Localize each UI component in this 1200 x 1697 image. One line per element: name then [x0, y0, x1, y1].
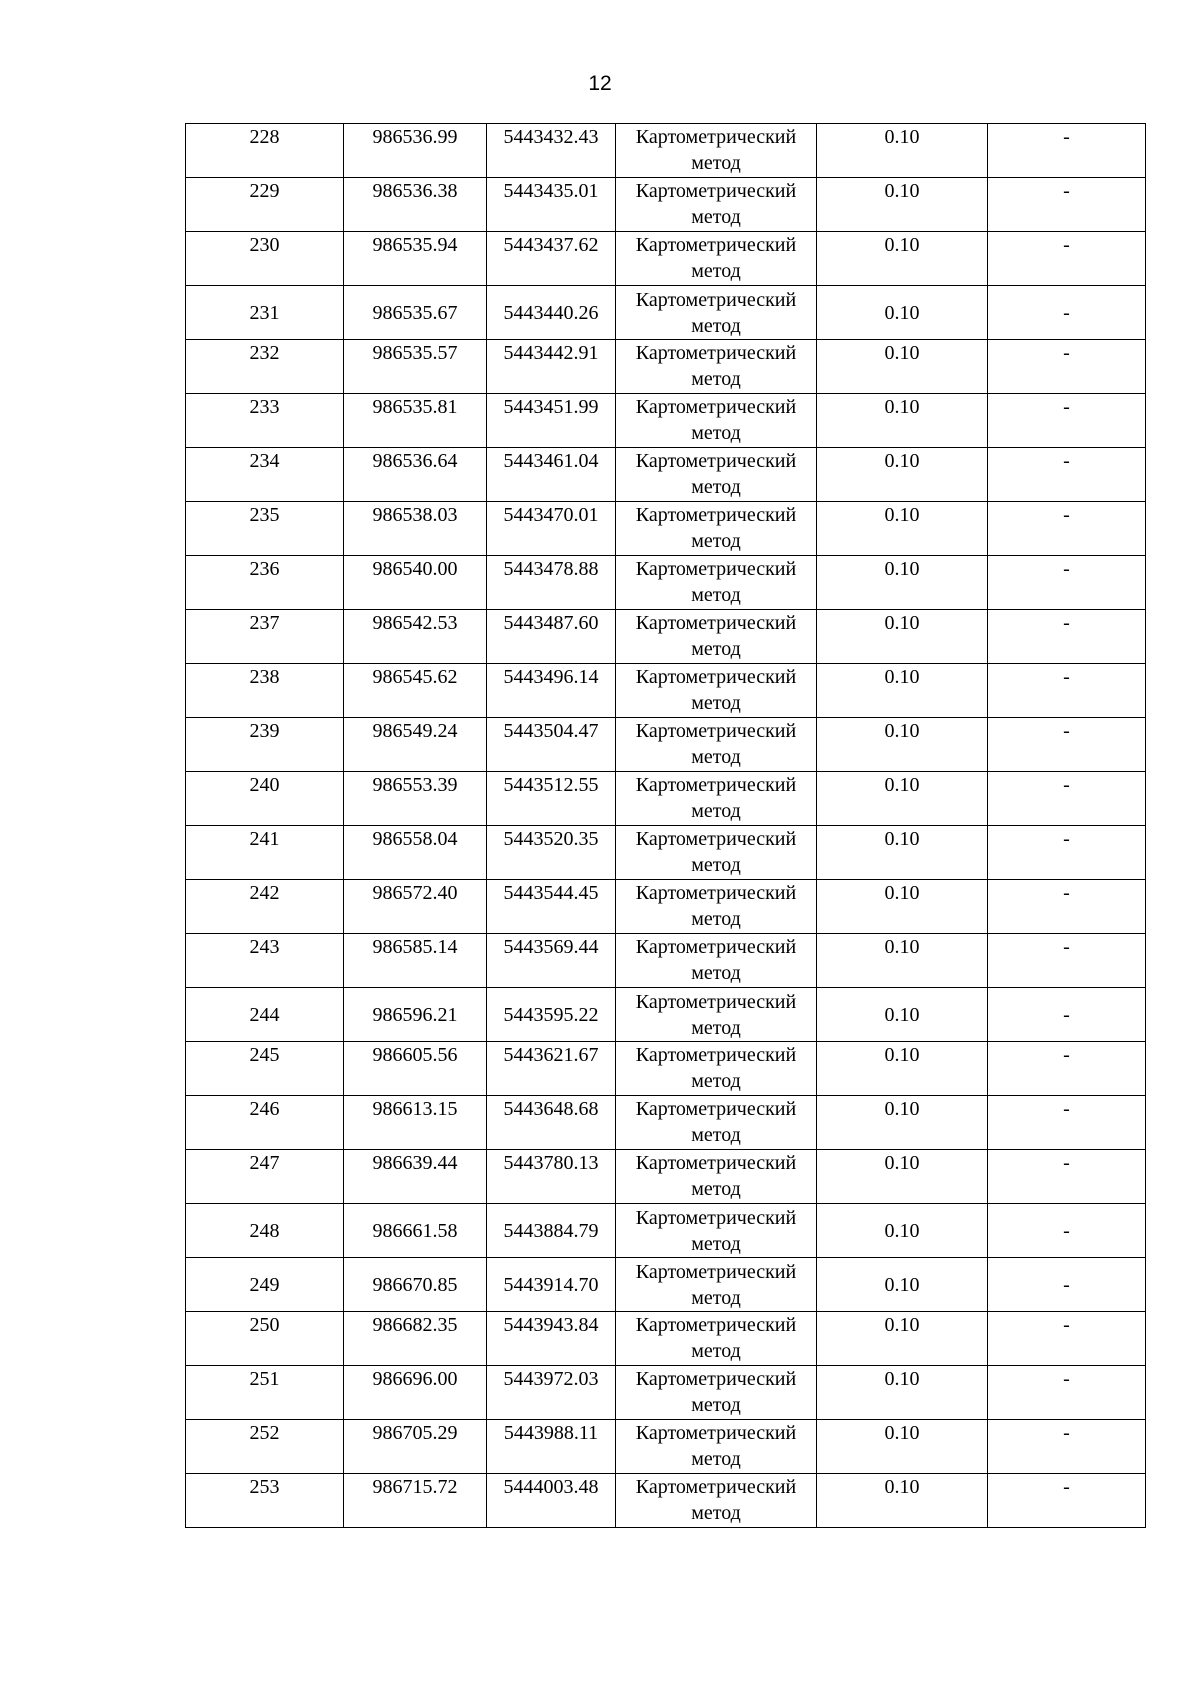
method-line-1: Картометрический — [635, 558, 797, 580]
accuracy-cell: 0.10 — [817, 664, 988, 718]
x-coordinate-cell: 986535.81 — [344, 394, 487, 448]
method-line-2: метод — [691, 854, 741, 876]
table-row — [186, 286, 1146, 340]
method-line-2: метод — [691, 422, 741, 444]
method-line-1: Картометрический — [635, 936, 797, 958]
y-coordinate-cell: 5443487.60 — [487, 610, 616, 664]
x-coordinate-cell: 986661.58 — [344, 1204, 487, 1258]
method-line-1: Картометрический — [635, 396, 797, 418]
method-line-2: метод — [691, 530, 741, 552]
accuracy-cell: 0.10 — [817, 1204, 988, 1258]
method-line-2: метод — [691, 692, 741, 714]
accuracy-cell: 0.10 — [817, 1150, 988, 1204]
point-number-cell: 230 — [186, 232, 344, 286]
table-row — [186, 178, 1146, 232]
point-number-cell: 236 — [186, 556, 344, 610]
extra-cell: - — [988, 610, 1146, 664]
point-number-cell: 229 — [186, 178, 344, 232]
y-coordinate-cell: 5443478.88 — [487, 556, 616, 610]
y-coordinate-cell: 5443520.35 — [487, 826, 616, 880]
method-cell — [616, 826, 817, 880]
point-number-cell: 251 — [186, 1366, 344, 1420]
method-line-1: Картометрический — [635, 1260, 797, 1283]
method-cell — [616, 1150, 817, 1204]
accuracy-cell: 0.10 — [817, 232, 988, 286]
method-cell — [616, 934, 817, 988]
method-cell — [616, 448, 817, 502]
table-row — [186, 880, 1146, 934]
y-coordinate-cell: 5443884.79 — [487, 1204, 616, 1258]
table-row — [186, 772, 1146, 826]
x-coordinate-cell: 986535.67 — [344, 286, 487, 340]
coordinates-table — [185, 123, 1146, 1528]
coordinates-table-body — [186, 124, 1146, 1528]
method-line-1: Картометрический — [635, 234, 797, 256]
method-cell — [616, 556, 817, 610]
table-row — [186, 1150, 1146, 1204]
method-line-2: метод — [691, 1448, 741, 1470]
y-coordinate-cell: 5443432.43 — [487, 124, 616, 178]
x-coordinate-cell: 986705.29 — [344, 1420, 487, 1474]
method-cell — [616, 772, 817, 826]
extra-cell: - — [988, 934, 1146, 988]
method-line-1: Картометрический — [635, 450, 797, 472]
method-line-2: метод — [691, 476, 741, 498]
x-coordinate-cell: 986536.64 — [344, 448, 487, 502]
table-row — [186, 610, 1146, 664]
x-coordinate-cell: 986613.15 — [344, 1096, 487, 1150]
accuracy-cell: 0.10 — [817, 988, 988, 1042]
table-row — [186, 1474, 1146, 1528]
method-cell — [616, 340, 817, 394]
extra-cell: - — [988, 556, 1146, 610]
method-line-2: метод — [691, 1286, 741, 1309]
table-row — [186, 1420, 1146, 1474]
point-number-cell: 250 — [186, 1312, 344, 1366]
extra-cell: - — [988, 124, 1146, 178]
table-row — [186, 124, 1146, 178]
method-line-2: метод — [691, 800, 741, 822]
table-row — [186, 934, 1146, 988]
method-cell — [616, 178, 817, 232]
extra-cell: - — [988, 826, 1146, 880]
method-cell — [616, 880, 817, 934]
method-cell — [616, 610, 817, 664]
accuracy-cell: 0.10 — [817, 1312, 988, 1366]
point-number-cell: 244 — [186, 988, 344, 1042]
method-line-2: метод — [691, 908, 741, 930]
table-row — [186, 556, 1146, 610]
table-row — [186, 718, 1146, 772]
x-coordinate-cell: 986542.53 — [344, 610, 487, 664]
method-line-1: Картометрический — [635, 288, 797, 311]
method-line-2: метод — [691, 962, 741, 984]
point-number-cell: 240 — [186, 772, 344, 826]
accuracy-cell: 0.10 — [817, 448, 988, 502]
point-number-cell: 239 — [186, 718, 344, 772]
accuracy-cell: 0.10 — [817, 394, 988, 448]
x-coordinate-cell: 986585.14 — [344, 934, 487, 988]
extra-cell: - — [988, 340, 1146, 394]
accuracy-cell: 0.10 — [817, 880, 988, 934]
extra-cell: - — [988, 772, 1146, 826]
extra-cell: - — [988, 1474, 1146, 1528]
method-cell — [616, 502, 817, 556]
y-coordinate-cell: 5443437.62 — [487, 232, 616, 286]
method-line-1: Картометрический — [635, 774, 797, 796]
method-line-2: метод — [691, 1124, 741, 1146]
extra-cell: - — [988, 448, 1146, 502]
x-coordinate-cell: 986545.62 — [344, 664, 487, 718]
y-coordinate-cell: 5443988.11 — [487, 1420, 616, 1474]
y-coordinate-cell: 5443440.26 — [487, 286, 616, 340]
point-number-cell: 228 — [186, 124, 344, 178]
method-line-1: Картометрический — [635, 126, 797, 148]
accuracy-cell: 0.10 — [817, 556, 988, 610]
method-line-2: метод — [691, 746, 741, 768]
point-number-cell: 252 — [186, 1420, 344, 1474]
method-cell — [616, 988, 817, 1042]
x-coordinate-cell: 986715.72 — [344, 1474, 487, 1528]
method-line-2: метод — [691, 584, 741, 606]
point-number-cell: 235 — [186, 502, 344, 556]
point-number-cell: 234 — [186, 448, 344, 502]
y-coordinate-cell: 5443569.44 — [487, 934, 616, 988]
method-line-1: Картометрический — [635, 720, 797, 742]
y-coordinate-cell: 5443648.68 — [487, 1096, 616, 1150]
table-row — [186, 394, 1146, 448]
accuracy-cell: 0.10 — [817, 1096, 988, 1150]
method-line-1: Картометрический — [635, 504, 797, 526]
x-coordinate-cell: 986639.44 — [344, 1150, 487, 1204]
x-coordinate-cell: 986696.00 — [344, 1366, 487, 1420]
extra-cell: - — [988, 1042, 1146, 1096]
point-number-cell: 238 — [186, 664, 344, 718]
extra-cell: - — [988, 178, 1146, 232]
y-coordinate-cell: 5443544.45 — [487, 880, 616, 934]
accuracy-cell: 0.10 — [817, 340, 988, 394]
table-row — [186, 1258, 1146, 1312]
accuracy-cell: 0.10 — [817, 718, 988, 772]
method-line-1: Картометрический — [635, 990, 797, 1013]
method-line-2: метод — [691, 260, 741, 282]
method-line-1: Картометрический — [635, 612, 797, 634]
extra-cell: - — [988, 1258, 1146, 1312]
point-number-cell: 248 — [186, 1204, 344, 1258]
extra-cell: - — [988, 1420, 1146, 1474]
table-row — [186, 1042, 1146, 1096]
y-coordinate-cell: 5444003.48 — [487, 1474, 616, 1528]
accuracy-cell: 0.10 — [817, 1258, 988, 1312]
method-line-1: Картометрический — [635, 666, 797, 688]
table-row — [186, 664, 1146, 718]
extra-cell: - — [988, 286, 1146, 340]
table-row — [186, 502, 1146, 556]
method-cell — [616, 232, 817, 286]
method-line-1: Картометрический — [635, 1314, 797, 1336]
point-number-cell: 243 — [186, 934, 344, 988]
extra-cell: - — [988, 1312, 1146, 1366]
accuracy-cell: 0.10 — [817, 826, 988, 880]
method-line-1: Картометрический — [635, 342, 797, 364]
method-line-1: Картометрический — [635, 1422, 797, 1444]
method-cell — [616, 1420, 817, 1474]
point-number-cell: 231 — [186, 286, 344, 340]
method-line-1: Картометрический — [635, 882, 797, 904]
method-line-1: Картометрический — [635, 1368, 797, 1390]
accuracy-cell: 0.10 — [817, 502, 988, 556]
extra-cell: - — [988, 1204, 1146, 1258]
y-coordinate-cell: 5443504.47 — [487, 718, 616, 772]
table-row — [186, 988, 1146, 1042]
accuracy-cell: 0.10 — [817, 610, 988, 664]
y-coordinate-cell: 5443943.84 — [487, 1312, 616, 1366]
extra-cell: - — [988, 502, 1146, 556]
x-coordinate-cell: 986572.40 — [344, 880, 487, 934]
y-coordinate-cell: 5443470.01 — [487, 502, 616, 556]
extra-cell: - — [988, 664, 1146, 718]
y-coordinate-cell: 5443451.99 — [487, 394, 616, 448]
method-cell — [616, 124, 817, 178]
point-number-cell: 241 — [186, 826, 344, 880]
extra-cell: - — [988, 1366, 1146, 1420]
method-line-2: метод — [691, 638, 741, 660]
y-coordinate-cell: 5443512.55 — [487, 772, 616, 826]
accuracy-cell: 0.10 — [817, 178, 988, 232]
accuracy-cell: 0.10 — [817, 1042, 988, 1096]
method-line-1: Картометрический — [635, 1098, 797, 1120]
x-coordinate-cell: 986536.38 — [344, 178, 487, 232]
y-coordinate-cell: 5443914.70 — [487, 1258, 616, 1312]
method-line-2: метод — [691, 368, 741, 390]
extra-cell: - — [988, 718, 1146, 772]
extra-cell: - — [988, 232, 1146, 286]
method-cell — [616, 1096, 817, 1150]
x-coordinate-cell: 986538.03 — [344, 502, 487, 556]
x-coordinate-cell: 986535.94 — [344, 232, 487, 286]
extra-cell: - — [988, 1150, 1146, 1204]
point-number-cell: 245 — [186, 1042, 344, 1096]
accuracy-cell: 0.10 — [817, 286, 988, 340]
method-cell — [616, 1258, 817, 1312]
point-number-cell: 233 — [186, 394, 344, 448]
method-cell — [616, 286, 817, 340]
table-row — [186, 1366, 1146, 1420]
method-line-1: Картометрический — [635, 828, 797, 850]
x-coordinate-cell: 986670.85 — [344, 1258, 487, 1312]
extra-cell: - — [988, 880, 1146, 934]
point-number-cell: 237 — [186, 610, 344, 664]
accuracy-cell: 0.10 — [817, 934, 988, 988]
extra-cell: - — [988, 988, 1146, 1042]
method-line-1: Картометрический — [635, 1152, 797, 1174]
y-coordinate-cell: 5443780.13 — [487, 1150, 616, 1204]
accuracy-cell: 0.10 — [817, 772, 988, 826]
method-cell — [616, 1366, 817, 1420]
table-row — [186, 1312, 1146, 1366]
y-coordinate-cell: 5443435.01 — [487, 178, 616, 232]
extra-cell: - — [988, 394, 1146, 448]
y-coordinate-cell: 5443461.04 — [487, 448, 616, 502]
method-line-2: метод — [691, 1394, 741, 1416]
accuracy-cell: 0.10 — [817, 1420, 988, 1474]
y-coordinate-cell: 5443496.14 — [487, 664, 616, 718]
point-number-cell: 242 — [186, 880, 344, 934]
table-row — [186, 1204, 1146, 1258]
x-coordinate-cell: 986558.04 — [344, 826, 487, 880]
method-line-1: Картометрический — [635, 1476, 797, 1498]
point-number-cell: 247 — [186, 1150, 344, 1204]
method-line-2: метод — [691, 314, 741, 337]
table-row — [186, 232, 1146, 286]
point-number-cell: 232 — [186, 340, 344, 394]
table-row — [186, 826, 1146, 880]
x-coordinate-cell: 986536.99 — [344, 124, 487, 178]
y-coordinate-cell: 5443972.03 — [487, 1366, 616, 1420]
method-line-1: Картометрический — [635, 180, 797, 202]
x-coordinate-cell: 986605.56 — [344, 1042, 487, 1096]
method-line-2: метод — [691, 1340, 741, 1362]
method-cell — [616, 1312, 817, 1366]
y-coordinate-cell: 5443442.91 — [487, 340, 616, 394]
y-coordinate-cell: 5443595.22 — [487, 988, 616, 1042]
method-cell — [616, 718, 817, 772]
x-coordinate-cell: 986549.24 — [344, 718, 487, 772]
page-number: 12 — [588, 72, 612, 95]
method-line-2: метод — [691, 1070, 741, 1092]
method-cell — [616, 1204, 817, 1258]
point-number-cell: 253 — [186, 1474, 344, 1528]
accuracy-cell: 0.10 — [817, 1366, 988, 1420]
x-coordinate-cell: 986553.39 — [344, 772, 487, 826]
method-cell — [616, 1042, 817, 1096]
method-line-2: метод — [691, 206, 741, 228]
method-line-2: метод — [691, 1232, 741, 1255]
table-row — [186, 448, 1146, 502]
method-line-2: метод — [691, 1178, 741, 1200]
x-coordinate-cell: 986682.35 — [344, 1312, 487, 1366]
accuracy-cell: 0.10 — [817, 1474, 988, 1528]
method-cell — [616, 664, 817, 718]
table-row — [186, 1096, 1146, 1150]
extra-cell: - — [988, 1096, 1146, 1150]
x-coordinate-cell: 986596.21 — [344, 988, 487, 1042]
method-line-1: Картометрический — [635, 1206, 797, 1229]
method-cell — [616, 1474, 817, 1528]
method-line-2: метод — [691, 1502, 741, 1524]
y-coordinate-cell: 5443621.67 — [487, 1042, 616, 1096]
point-number-cell: 246 — [186, 1096, 344, 1150]
point-number-cell: 249 — [186, 1258, 344, 1312]
method-line-2: метод — [691, 1016, 741, 1039]
method-line-1: Картометрический — [635, 1044, 797, 1066]
accuracy-cell: 0.10 — [817, 124, 988, 178]
method-cell — [616, 394, 817, 448]
method-line-2: метод — [691, 152, 741, 174]
x-coordinate-cell: 986535.57 — [344, 340, 487, 394]
table-row — [186, 340, 1146, 394]
x-coordinate-cell: 986540.00 — [344, 556, 487, 610]
